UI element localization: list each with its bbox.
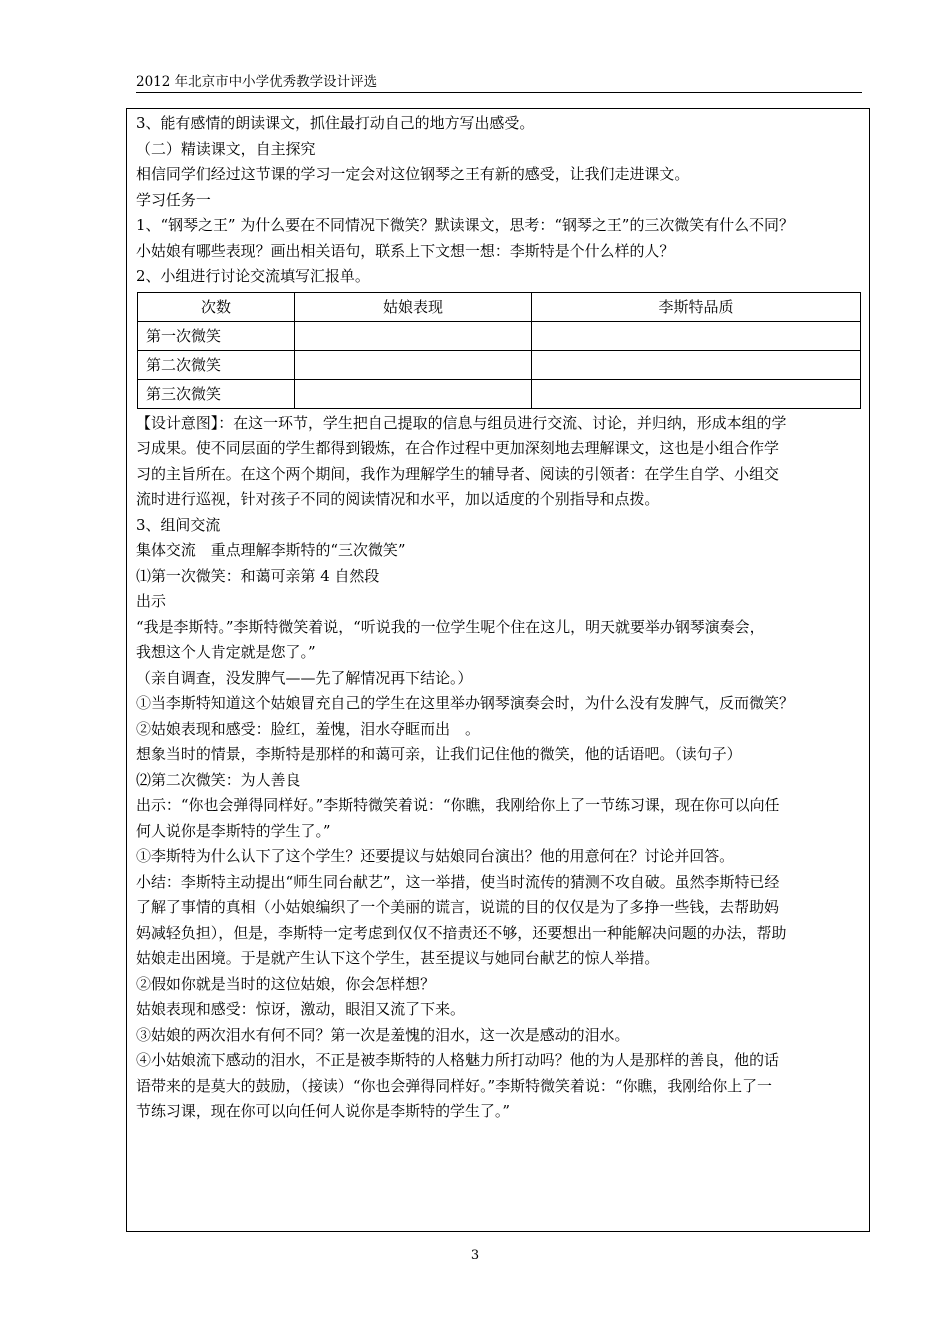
table-header-cell: 李斯特品质 [532,292,861,321]
text-line: 【设计意图】：在这一环节，学生把自己提取的信息与组员进行交流、讨论，并归纳，形成本组的学 [136,413,787,432]
table-row [138,350,861,379]
table-cell: 第二次微笑 [138,350,295,379]
text-line: 2、小组进行讨论交流填写汇报单。 [136,267,370,285]
text-line: 出示：“你也会弹得同样好。”李斯特微笑着说：“你瞧，我刚给你上了一节练习课，现在你可以向任 [136,796,780,814]
section-after-table [136,411,862,1125]
table-cell: 第三次微笑 [138,379,295,408]
text-line: ①李斯特为什么认下了这个学生？还要提议与姑娘同台演出？他的用意何在？讨论并回答。 [136,847,735,865]
text-line: 出示 [136,592,166,610]
report-table [137,292,861,409]
text-line: ⑴第一次微笑：和蔼可亲第 4 自然段 [136,566,380,585]
text-line: （二）精读课文，自主探究 [136,139,316,158]
table-cell [295,321,532,350]
text-line: ④小姑娘流下感动的泪水，不正是被李斯特的人格魅力所打动吗？他的为人是那样的善良，他的话 [136,1051,779,1069]
text-line: 小姑娘有哪些表现？画出相关语句，联系上下文想一想：李斯特是个什么样的人？ [136,241,675,260]
page-number: 3 [470,1248,480,1263]
text-line: 流时进行巡视，针对孩子不同的阅读情况和水平，加以适度的个别指导和点拨。 [136,490,660,508]
table-header-row [138,292,861,321]
table-cell [295,379,532,408]
text-line: 学习任务一 [136,190,211,209]
text-line: 我想这个人肯定就是您了。” [136,643,316,661]
text-line: 姑娘走出困境。于是就产生认下这个学生，甚至提议与她同台献艺的惊人举措。 [136,949,660,967]
text-line: ③姑娘的两次泪水有何不同？第一次是羞愧的泪水，这一次是感动的泪水。 [136,1025,630,1044]
text-line: 习的主旨所在。在这个两个期间，我作为理解学生的辅导者、阅读的引领者：在学生自学、小组交 [136,464,779,483]
text-line: ①当李斯特知道这个姑娘冒充自己的学生在这里举办钢琴演奏会时，为什么没有发脾气，反而微笑？ [136,694,794,712]
table-header-cell: 姑娘表现 [295,292,532,321]
table-cell [532,321,861,350]
text-line: 集体交流 重点理解李斯特的“三次微笑” [136,541,406,559]
table-row [138,379,861,408]
table-cell [532,350,861,379]
text-line: 相信同学们经过这节课的学习一定会对这位钢琴之王有新的感受，让我们走进课文。 [136,165,690,183]
document-body [136,111,862,1125]
text-line: 想象当时的情景，李斯特是那样的和蔼可亲，让我们记住他的微笑，他的话语吧。（读句子） [136,745,742,763]
text-line: 习成果。使不同层面的学生都得到锻炼，在合作过程中更加深刻地去理解课文，这也是小组合作学 [136,439,779,457]
table-cell [295,350,532,379]
text-line: 小结：李斯特主动提出“师生同台献艺”，这一举措，使当时流传的猜测不攻自破。虽然李斯特已经 [136,872,780,891]
text-line: 姑娘表现和感受：惊讶，激动，眼泪又流了下来。 [136,1000,465,1018]
text-line: 语带来的是莫大的鼓励，（接读）“你也会弹得同样好。”李斯特微笑着说：“你瞧，我刚给你上了一 [136,1076,773,1095]
text-line: ②假如你就是当时的这位姑娘，你会怎样想？ [136,974,436,993]
text-line: ②姑娘表现和感受：脸红，羞愧，泪水夺眶而出 。 [136,719,480,738]
text-line: 3、组间交流 [136,515,221,534]
table-row [138,321,861,350]
table-header-cell: 次数 [138,292,295,321]
text-line: “我是李斯特。”李斯特微笑着说，“听说我的一位学生呢个住在这儿，明天就要举办钢琴演奏会， [136,617,765,636]
text-line: 何人说你是李斯特的学生了。” [136,821,331,840]
table-cell: 第一次微笑 [138,321,295,350]
section-before-table [136,111,862,290]
text-line: 1、“钢琴之王” 为什么要在不同情况下微笑？默读课文，思考：“钢琴之王”的三次微笑有什么不同？ [136,216,794,234]
text-line: 了解了事情的真相（小姑娘编织了一个美丽的谎言，说谎的目的仅仅是为了多挣一些钱，去帮助妈 [136,898,779,916]
page-header: 2012 年北京市中小学优秀教学设计评选 [136,72,862,93]
text-line: 节练习课，现在你可以向任何人说你是李斯特的学生了。” [136,1102,510,1120]
table-cell [532,379,861,408]
text-line: （亲自调查，没发脾气——先了解情况再下结论。） [136,668,473,687]
text-line: 妈减轻负担），但是，李斯特一定考虑到仅仅不揞责还不够，还要想出一种能解决问题的办法，帮助 [136,923,787,942]
text-line: ⑵第二次微笑：为人善良 [136,770,301,789]
text-line: 3、能有感情的朗读课文，抓住最打动自己的地方写出感受。 [136,114,535,132]
